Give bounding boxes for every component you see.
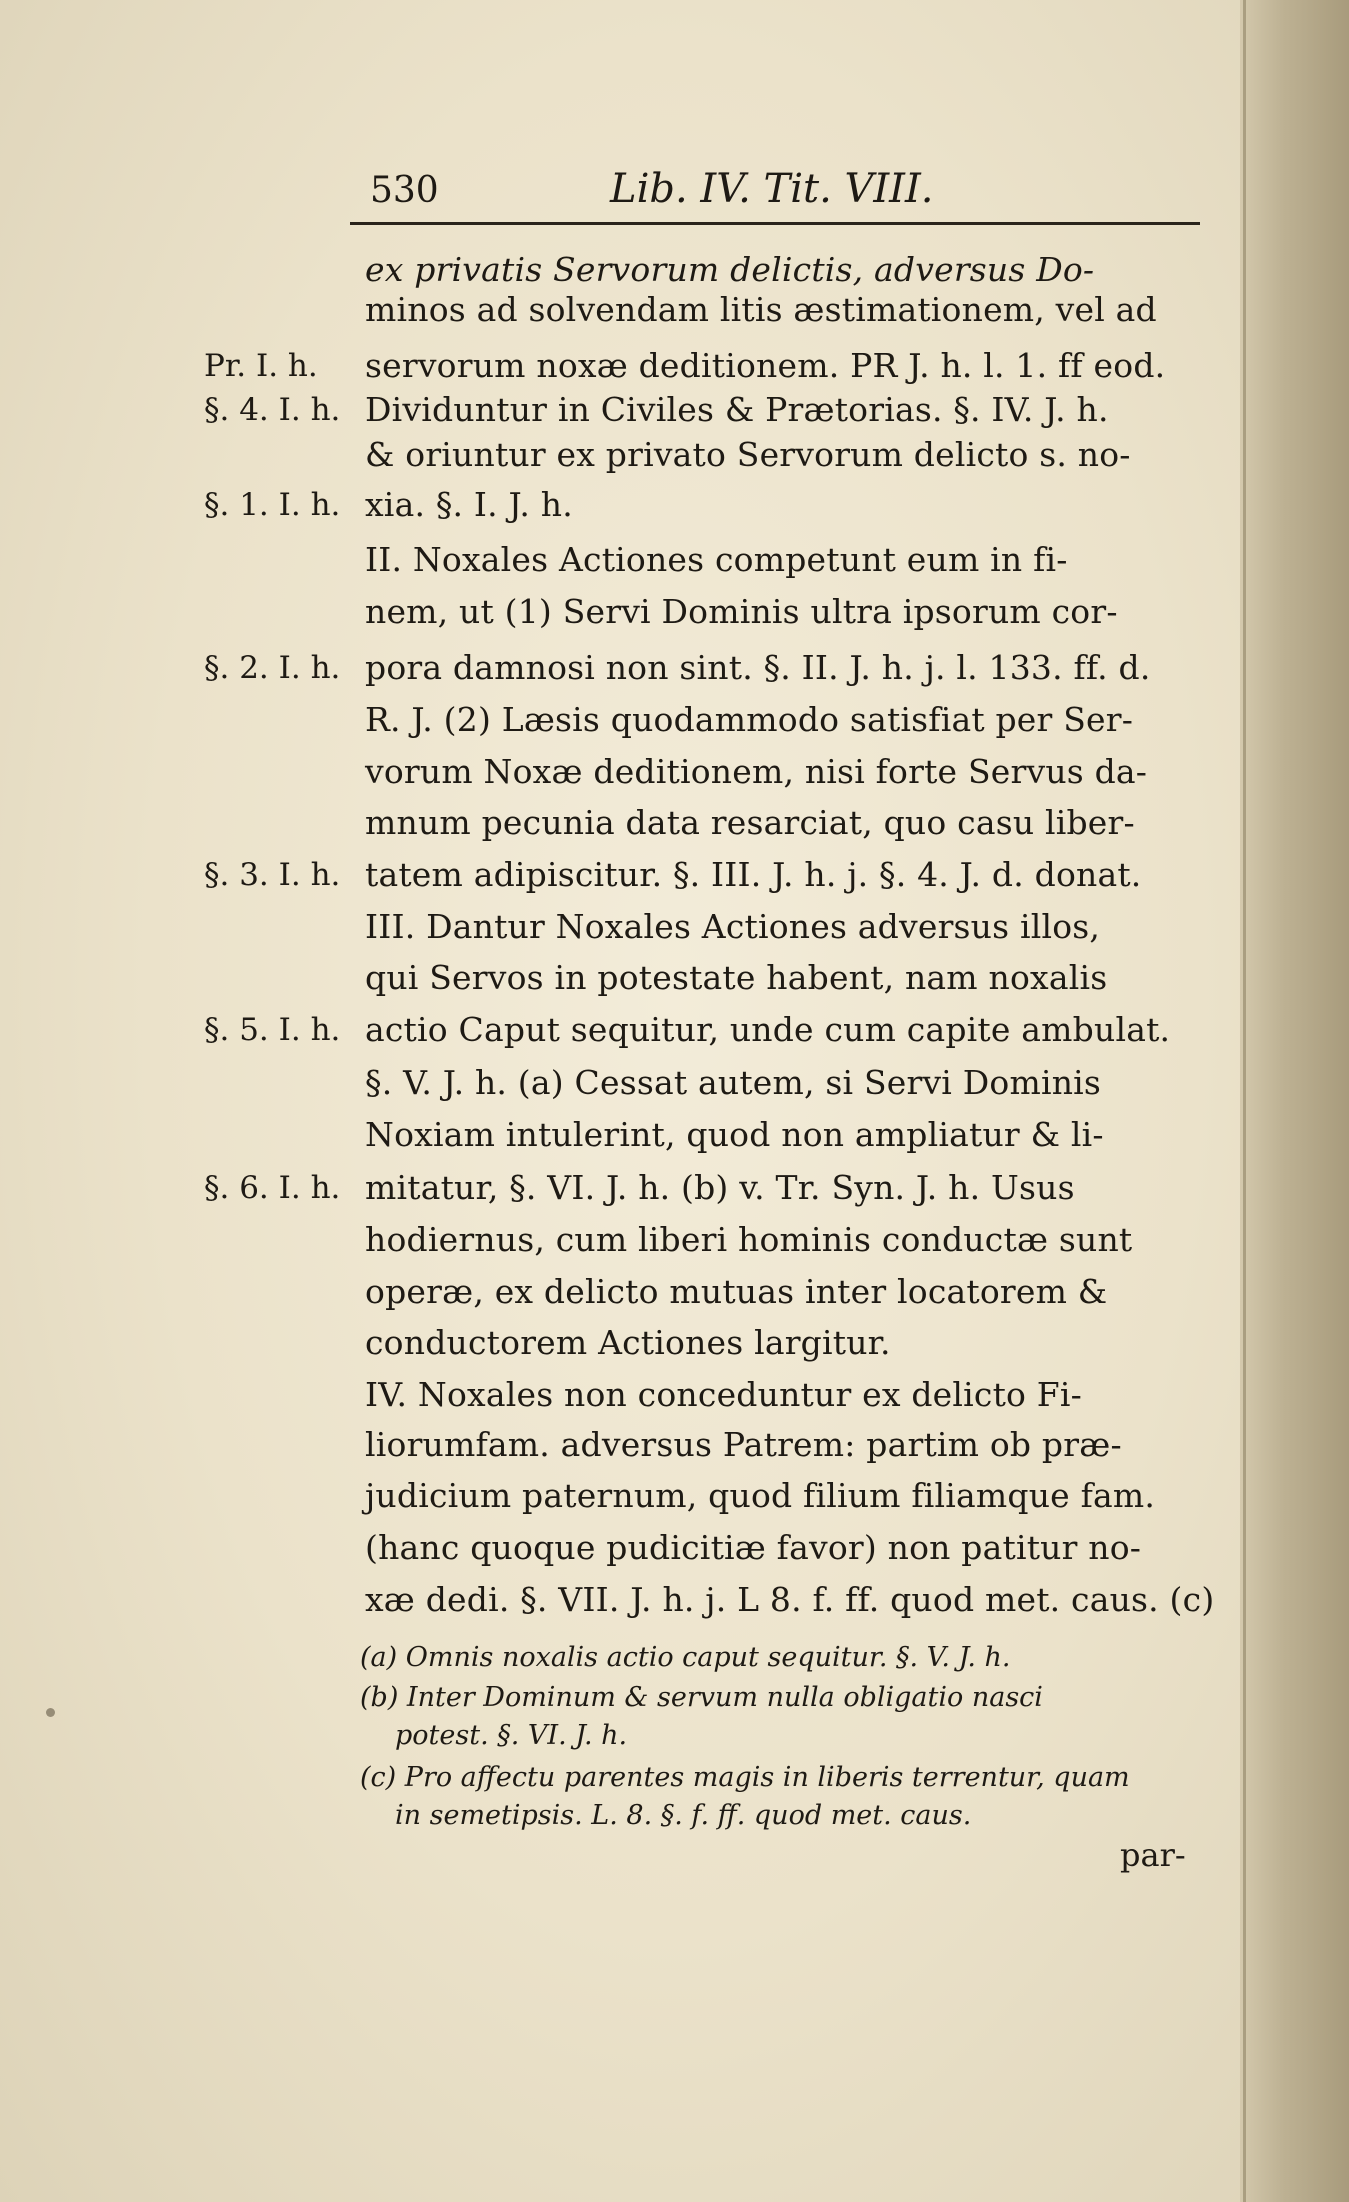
footnote-line: (b) Inter Dominum & servum nulla obligatio nasci	[360, 1682, 1043, 1713]
margin-note: §. 6. I. h.	[204, 1170, 341, 1206]
text-line: II. Noxales Actiones competunt eum in fi-	[365, 540, 1068, 579]
text-line: R. J. (2) Læsis quodammodo satisfiat per Ser-	[365, 700, 1134, 739]
text-line: qui Servos in potestate habent, nam noxalis	[365, 958, 1108, 997]
text-line: tatem adipiscitur. §. III. J. h. j. §. 4. J. d. donat.	[365, 855, 1142, 894]
text-line: xæ dedi. §. VII. J. h. j. L 8. f. ff. quod met. caus. (c)	[365, 1580, 1215, 1619]
text-line: (hanc quoque pudicitiæ favor) non patitur no-	[365, 1528, 1142, 1567]
footnote-line: in semetipsis. L. 8. §. f. ff. quod met. caus.	[395, 1800, 972, 1831]
text-line: Dividuntur in Civiles & Prætorias. §. IV. J. h.	[365, 390, 1109, 429]
text-line: judicium paternum, quod filium filiamque fam.	[365, 1476, 1156, 1515]
text-line: §. V. J. h. (a) Cessat autem, si Servi Dominis	[365, 1063, 1102, 1102]
page-number: 530	[370, 170, 439, 211]
text-line: mnum pecunia data resarciat, quo casu liber-	[365, 803, 1135, 842]
margin-note: §. 4. I. h.	[204, 392, 341, 428]
text-line: IV. Noxales non conceduntur ex delicto Fi-	[365, 1375, 1082, 1414]
margin-note: §. 2. I. h.	[204, 650, 341, 686]
header-rule	[350, 222, 1200, 225]
text-line: mitatur, §. VI. J. h. (b) v. Tr. Syn. J. h. Usus	[365, 1168, 1075, 1207]
text-line: hodiernus, cum liberi hominis conductæ sunt	[365, 1220, 1133, 1259]
page-gutter	[1240, 0, 1349, 2202]
text-line: III. Dantur Noxales Actiones adversus illos,	[365, 907, 1101, 946]
text-line: actio Caput sequitur, unde cum capite ambulat.	[365, 1010, 1171, 1049]
text-line: ex privatis Servorum delictis, adversus Do-	[365, 250, 1095, 289]
text-line: servorum noxæ deditionem. PR J. h. l. 1. ff eod.	[365, 346, 1166, 385]
gutter-shadow-line	[1243, 0, 1246, 2202]
running-head: Lib. IV. Tit. VIII.	[610, 166, 934, 212]
footnote-line: (a) Omnis noxalis actio caput sequitur. §. V. J. h.	[360, 1642, 1011, 1673]
text-line: & oriuntur ex privato Servorum delicto s. no-	[365, 435, 1131, 474]
text-line: xia. §. I. J. h.	[365, 485, 573, 524]
footnote-line: potest. §. VI. J. h.	[395, 1720, 628, 1751]
ink-spot	[46, 1708, 55, 1717]
text-line: operæ, ex delicto mutuas inter locatorem &	[365, 1272, 1108, 1311]
text-line: Noxiam intulerint, quod non ampliatur & li-	[365, 1115, 1104, 1154]
margin-note: Pr. I. h.	[204, 348, 318, 384]
footnote-line: (c) Pro affectu parentes magis in liberis terrentur, quam	[360, 1762, 1130, 1793]
text-line: conductorem Actiones largitur.	[365, 1323, 891, 1362]
text-line: liorumfam. adversus Patrem: partim ob præ-	[365, 1425, 1122, 1464]
text-line: minos ad solvendam litis æstimationem, vel ad	[365, 290, 1157, 329]
margin-note: §. 5. I. h.	[204, 1012, 341, 1048]
text-line: vorum Noxæ deditionem, nisi forte Servus da-	[365, 752, 1148, 791]
page-header	[370, 166, 1200, 220]
margin-note: §. 1. I. h.	[204, 487, 341, 523]
text-line: pora damnosi non sint. §. II. J. h. j. l. 133. ff. d.	[365, 648, 1151, 687]
margin-note: §. 3. I. h.	[204, 857, 341, 893]
catchword: par-	[1120, 1836, 1186, 1874]
text-line: nem, ut (1) Servi Dominis ultra ipsorum cor-	[365, 592, 1118, 631]
